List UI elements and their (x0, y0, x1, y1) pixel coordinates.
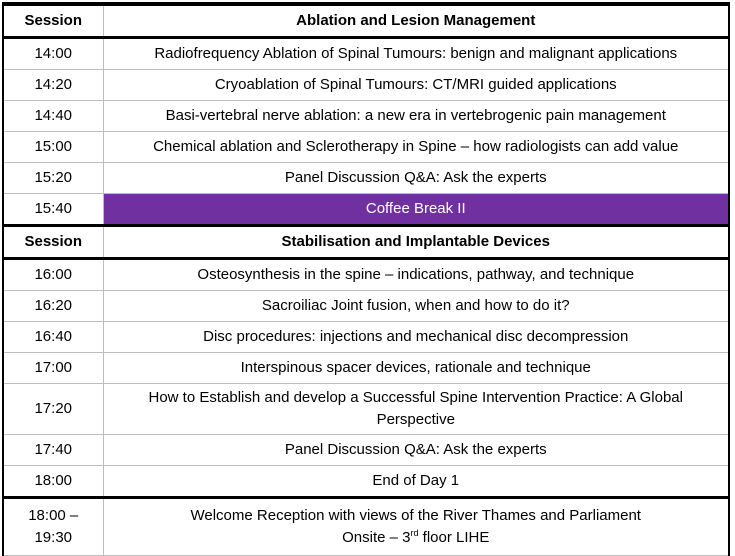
session-column-label: Session (3, 4, 103, 38)
session-row (3, 465, 729, 497)
session-title: Panel Discussion Q&A: Ask the experts (103, 163, 729, 194)
session-time: 16:20 (3, 291, 103, 322)
session-title: Cryoablation of Spinal Tumours: CT/MRI guided applications (103, 70, 729, 101)
session-row (3, 322, 729, 353)
ordinal-suffix: rd (410, 527, 419, 538)
session-time: 14:40 (3, 101, 103, 132)
session-title: How to Establish and develop a Successful Spine Intervention Practice: A Global Perspective (103, 384, 729, 435)
time-range-line2: 19:30 (34, 528, 73, 546)
session-title: Interspinous spacer devices, rationale and technique (103, 353, 729, 384)
section-title-stabilisation: Stabilisation and Implantable Devices (103, 226, 729, 259)
session-time: 15:20 (3, 163, 103, 194)
session-row (3, 132, 729, 163)
session-title: Basi-vertebral nerve ablation: a new era in vertebrogenic pain management (103, 101, 729, 132)
session-time: 17:20 (3, 384, 103, 435)
section-title-ablation: Ablation and Lesion Management (103, 4, 729, 38)
reception-title-line2: Onsite – 3rd floor LIHE (342, 527, 490, 546)
session-time: 14:00 (3, 38, 103, 70)
section-header-stabilisation (3, 226, 729, 259)
session-time: 17:40 (3, 434, 103, 465)
session-column-label: Session (3, 226, 103, 259)
session-title: Sacroiliac Joint fusion, when and how to do it? (103, 291, 729, 322)
session-time: 15:00 (3, 132, 103, 163)
session-row (3, 353, 729, 384)
time-range-line1: 18:00 – (28, 506, 79, 524)
coffee-break-cell: Coffee Break II (103, 194, 729, 226)
session-title: Radiofrequency Ablation of Spinal Tumours: benign and malignant applications (103, 38, 729, 70)
session-row (3, 291, 729, 322)
session-time: 15:40 (3, 194, 103, 226)
session-title: Chemical ablation and Sclerotherapy in Spine – how radiologists can add value (103, 132, 729, 163)
session-row (3, 70, 729, 101)
coffee-break-row (3, 194, 729, 226)
session-row (3, 384, 729, 435)
session-time: 14:20 (3, 70, 103, 101)
session-row (3, 259, 729, 291)
session-time: 16:40 (3, 322, 103, 353)
session-row (3, 38, 729, 70)
session-time: 17:00 (3, 353, 103, 384)
session-row (3, 101, 729, 132)
reception-title-line1: Welcome Reception with views of the River Thames and Parliament (190, 506, 641, 524)
welcome-reception-cell (103, 497, 729, 555)
session-time-range (3, 497, 103, 555)
welcome-reception-row (3, 497, 729, 555)
session-row (3, 163, 729, 194)
session-time: 18:00 (3, 465, 103, 497)
session-title: Osteosynthesis in the spine – indications, pathway, and technique (103, 259, 729, 291)
schedule-table (2, 2, 730, 556)
session-row (3, 434, 729, 465)
session-title: Disc procedures: injections and mechanical disc decompression (103, 322, 729, 353)
session-time: 16:00 (3, 259, 103, 291)
section-header-ablation (3, 4, 729, 38)
session-title: Panel Discussion Q&A: Ask the experts (103, 434, 729, 465)
session-title: End of Day 1 (103, 465, 729, 497)
